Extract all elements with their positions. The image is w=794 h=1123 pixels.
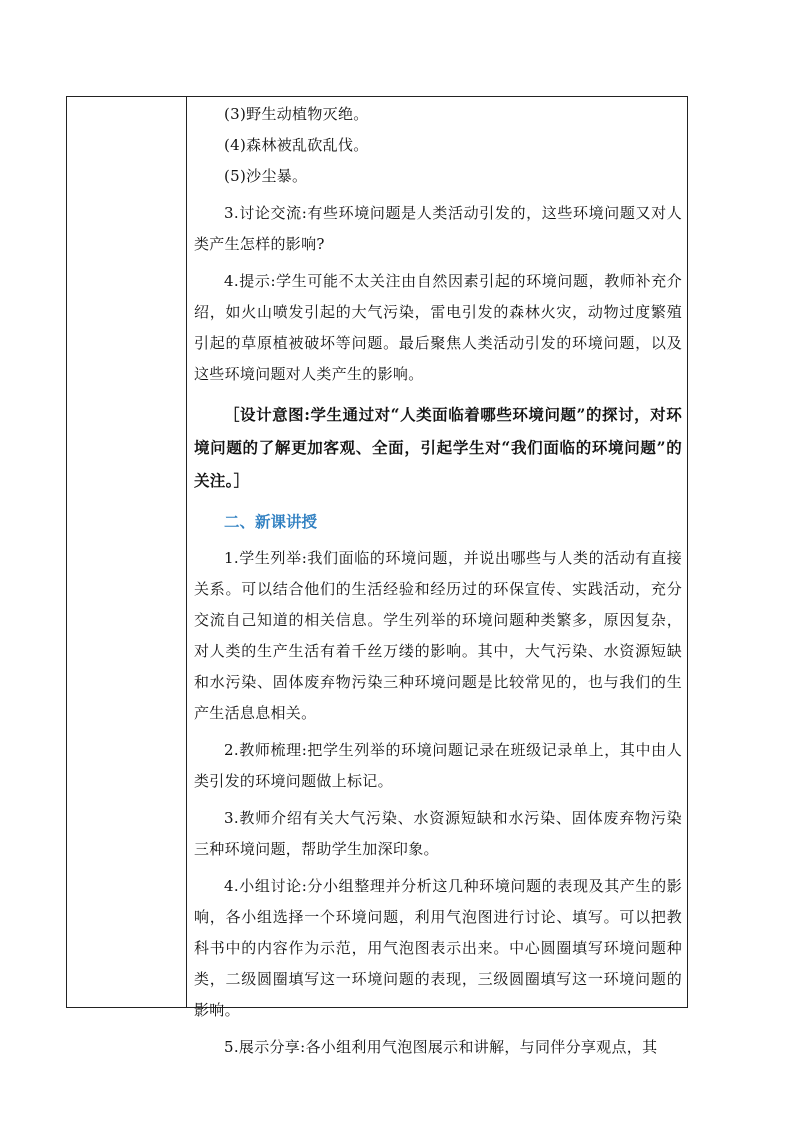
list-item: (3)野生动植物灭绝。 xyxy=(224,105,369,123)
step-paragraph: 1.学生列举:我们面临的环境问题，并说出哪些与人类的活动有直接关系。可以结合他们的生活经验和经历过的环保宣传、实践活动，充分交流自己知道的相关信息。学生列举的环境问题种类繁多，原因复杂，对人类的生产生活有着千丝万缕的影响。其中，大气污染、水资源短缺和水污染、固体废弃物污染三种环境问题是比较常见的，也与我们的生产生活息息相关。 xyxy=(194,549,682,722)
content-cell xyxy=(194,97,682,1063)
step-paragraph: 4.小组讨论:分小组整理并分析这几种环境问题的表现及其产生的影响，各小组选择一个环境问题，利用气泡图进行讨论、填写。可以把教科书中的内容作为示范，用气泡图表示出来。中心圆圈填写环境问题种类，二级圆圈填写这一环境问题的表现，三级圆圈填写这一环境问题的影响。 xyxy=(194,877,682,1019)
step-paragraph: 2.教师梳理:把学生列举的环境问题记录在班级记录单上，其中由人类引发的环境问题做上标记。 xyxy=(194,741,682,790)
lesson-table xyxy=(66,96,688,1056)
step-paragraph: 5.展示分享:各小组利用气泡图展示和讲解，与同伴分享观点，其 xyxy=(224,1038,658,1056)
design-intent-paragraph: ［设计意图:学生通过对“人类面临着哪些环境问题”的探讨，对环境问题的了解更加客观、全面，引起学生对“我们面临的环境问题”的关注。］ xyxy=(194,405,682,490)
column-divider xyxy=(186,97,187,1007)
discussion-paragraph: 3.讨论交流:有些环境问题是人类活动引发的，这些环境问题又对人类产生怎样的影响? xyxy=(194,204,682,253)
list-item: (4)森林被乱砍乱伐。 xyxy=(224,136,369,154)
section-heading: 二、新课讲授 xyxy=(224,512,318,531)
list-item: (5)沙尘暴。 xyxy=(224,167,308,185)
step-paragraph: 3.教师介绍有关大气污染、水资源短缺和水污染、固体废弃物污染三种环境问题，帮助学生加深印象。 xyxy=(194,809,682,858)
hint-paragraph: 4.提示:学生可能不太关注由自然因素引起的环境问题，教师补充介绍，如火山喷发引起的大气污染，雷电引发的森林火灾，动物过度繁殖引起的草原植被破坏等问题。最后聚焦人类活动引发的环境问题，以及这些环境问题对人类产生的影响。 xyxy=(194,272,682,383)
